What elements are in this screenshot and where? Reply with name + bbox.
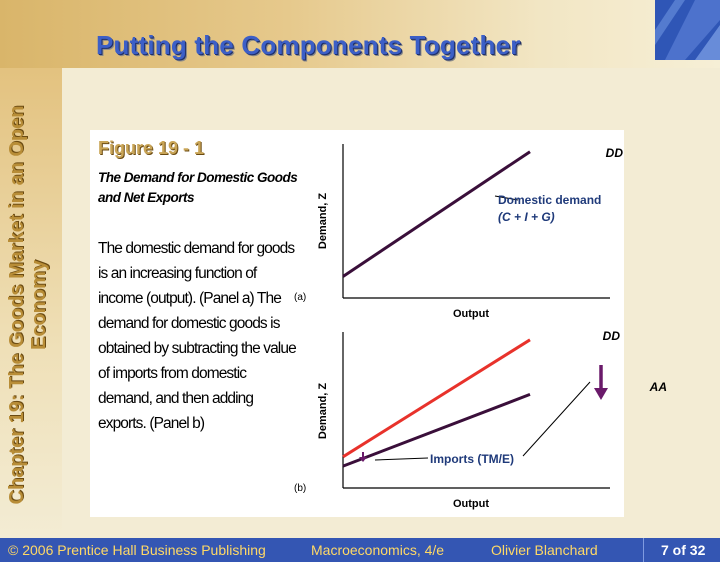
footer-book: Macroeconomics, 4/e [311, 542, 445, 558]
figure-charts [290, 130, 667, 517]
panel-b-aa-label: AA [649, 380, 667, 394]
chart-panel-b [294, 329, 667, 510]
footer-separator [643, 538, 644, 562]
panel-b-label: (b) [294, 483, 307, 494]
panel-b-dd-label: DD [602, 329, 620, 343]
footer-page-number: 7 of 32 [661, 542, 706, 558]
footer-author: Olivier Blanchard [491, 542, 598, 558]
panel-a-ylabel: Demand, Z [317, 192, 329, 250]
chart-panel-a [294, 144, 623, 320]
slide-title: Putting the Components Together [96, 30, 521, 60]
panel-b-dd-line [343, 340, 530, 457]
panel-a-xlabel: Output [452, 308, 490, 320]
corner-logo [655, 0, 720, 60]
panel-b-annotation: Imports (TM/E) [430, 452, 514, 466]
panel-b-ylabel: Demand, Z [317, 382, 329, 440]
footer-bar [0, 538, 720, 562]
imports-pointer-1 [523, 382, 590, 456]
panel-a-label: (a) [294, 292, 307, 303]
panel-a-annotation-line1: Domestic demand [498, 193, 602, 207]
chapter-side-title: Chapter 19: The Goods Market in an Open Economy [6, 105, 50, 505]
imports-big-arrow-head [594, 388, 608, 400]
imports-pointer-2 [375, 458, 428, 460]
panel-a-dd-label: DD [605, 146, 623, 160]
figure-panel [90, 130, 667, 517]
figure-subtitle: The Demand for Domestic Goods and Net Exports [98, 170, 298, 205]
figure-label: Figure 19 - 1 [98, 138, 205, 158]
figure-body-text: The domestic demand for goods is an increasing function of income (output). (Panel a) The demand for domestic goods is obtained by subtracting the value of imports from domestic demand, and then adding exports. (Panel b) [98, 240, 296, 432]
panel-b-xlabel: Output [452, 498, 490, 510]
panel-a-annotation-line2: (C + I + G) [498, 210, 555, 224]
footer-publisher: © 2006 Prentice Hall Business Publishing [8, 542, 266, 558]
corner-graphic-icon [655, 0, 720, 60]
